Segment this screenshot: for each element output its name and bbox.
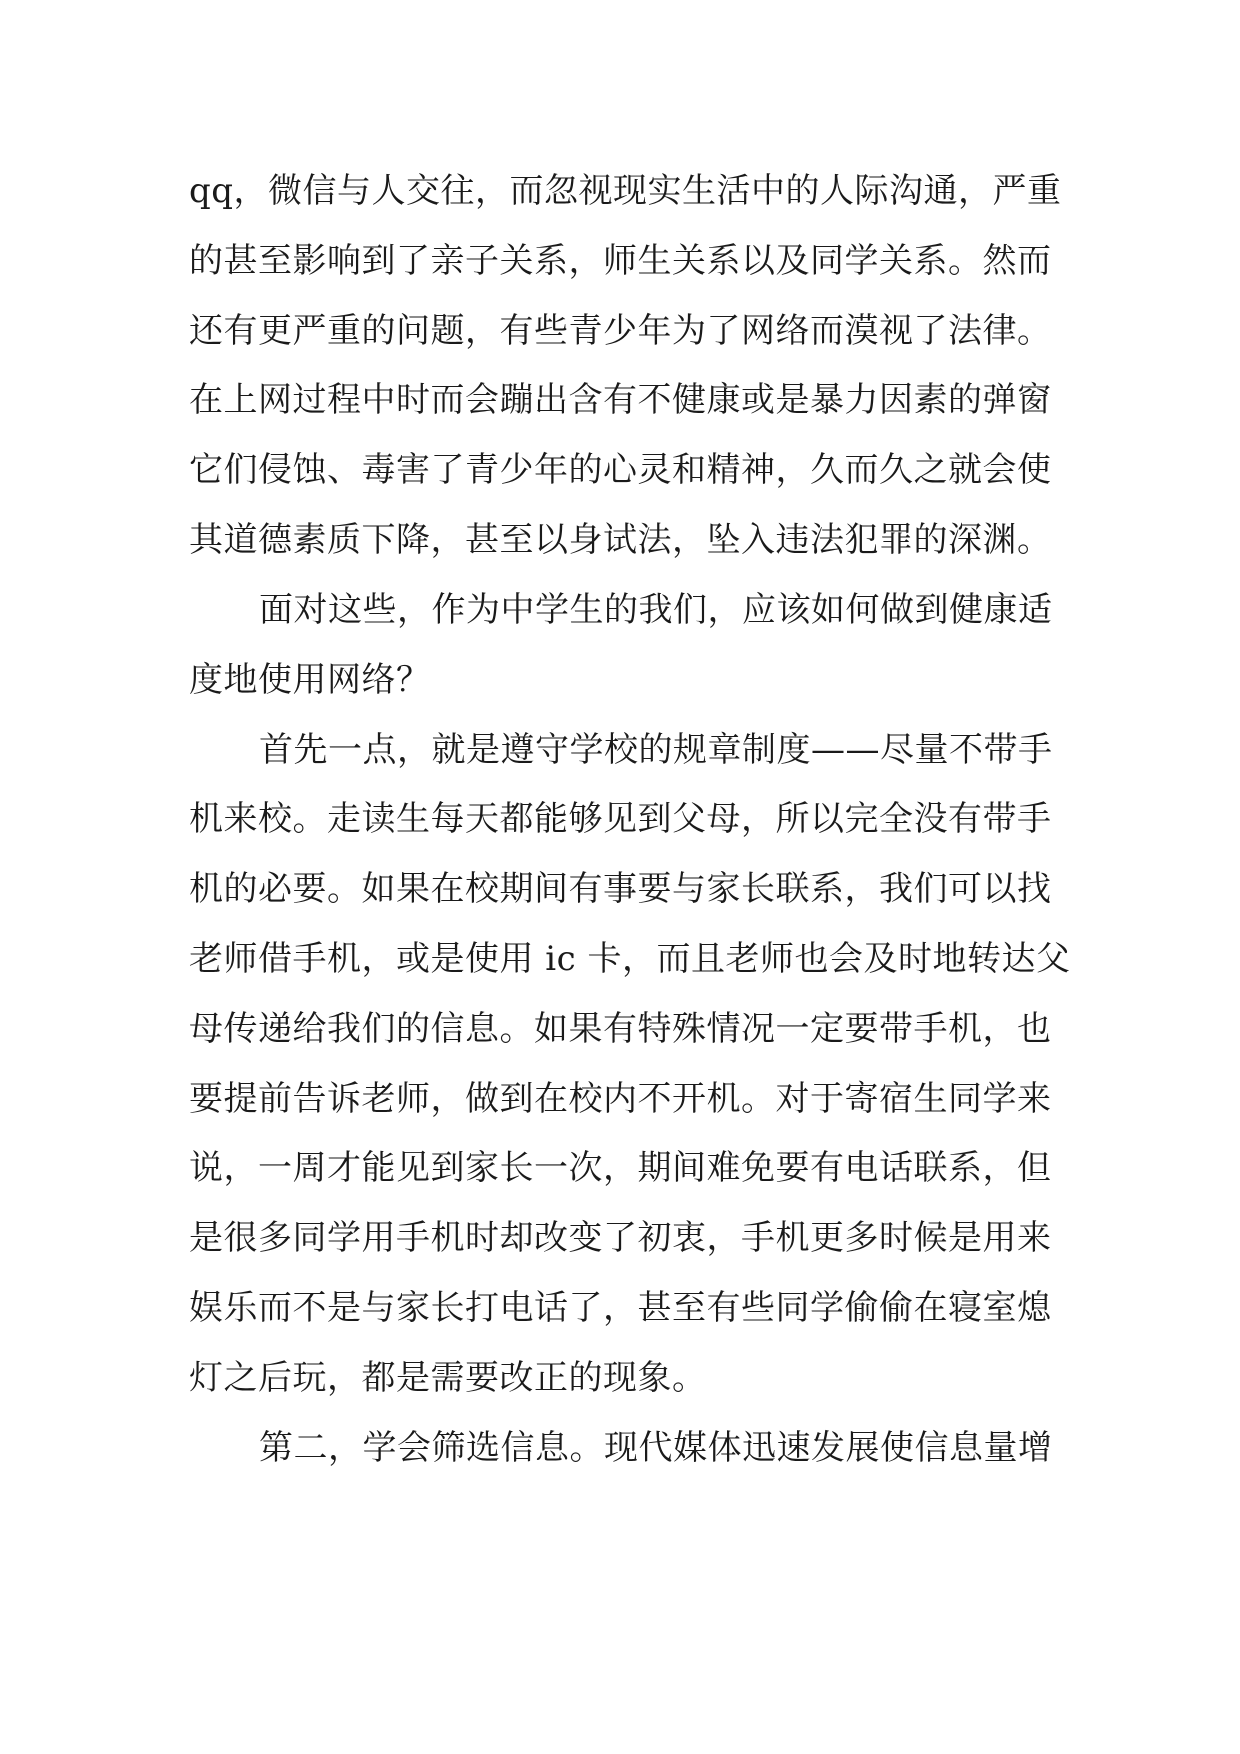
text-line: 的甚至影响到了亲子关系，师生关系以及同学关系。然而 bbox=[189, 241, 1052, 281]
text-line: 其道德素质下降，甚至以身试法，坠入违法犯罪的深渊。 bbox=[189, 520, 1052, 560]
text-line: 说，一周才能见到家长一次，期间难免要有电话联系，但 bbox=[189, 1148, 1052, 1188]
text-line: 灯之后玩，都是需要改正的现象。 bbox=[189, 1358, 707, 1398]
text-line: 在上网过程中时而会蹦出含有不健康或是暴力因素的弹窗 bbox=[189, 380, 1052, 420]
text-line: 母传递给我们的信息。如果有特殊情况一定要带手机，也 bbox=[189, 1009, 1052, 1049]
paragraph-start-line: 第二，学会筛选信息。现代媒体迅速发展使信息量增 bbox=[259, 1428, 1053, 1468]
text-line: 是很多同学用手机时却改变了初衷，手机更多时候是用来 bbox=[189, 1218, 1052, 1258]
text-line: qq，微信与人交往，而忽视现实生活中的人际沟通，严重 bbox=[189, 171, 1062, 211]
paragraph-start-line: 首先一点，就是遵守学校的规章制度——尽量不带手 bbox=[259, 730, 1053, 770]
text-line: 娱乐而不是与家长打电话了，甚至有些同学偷偷在寝室熄 bbox=[189, 1288, 1052, 1328]
text-line: 机的必要。如果在校期间有事要与家长联系，我们可以找 bbox=[189, 869, 1052, 909]
text-line: 机来校。走读生每天都能够见到父母，所以完全没有带手 bbox=[189, 799, 1052, 839]
text-line: 要提前告诉老师，做到在校内不开机。对于寄宿生同学来 bbox=[189, 1079, 1052, 1119]
text-line: 还有更严重的问题，有些青少年为了网络而漠视了法律。 bbox=[189, 311, 1052, 351]
text-line: 老师借手机，或是使用 ic 卡，而且老师也会及时地转达父 bbox=[189, 939, 1071, 979]
text-line: 它们侵蚀、毒害了青少年的心灵和精神，久而久之就会使 bbox=[189, 450, 1052, 490]
paragraph-start-line: 面对这些，作为中学生的我们，应该如何做到健康适 bbox=[259, 590, 1053, 630]
text-line: 度地使用网络？ bbox=[189, 660, 431, 700]
